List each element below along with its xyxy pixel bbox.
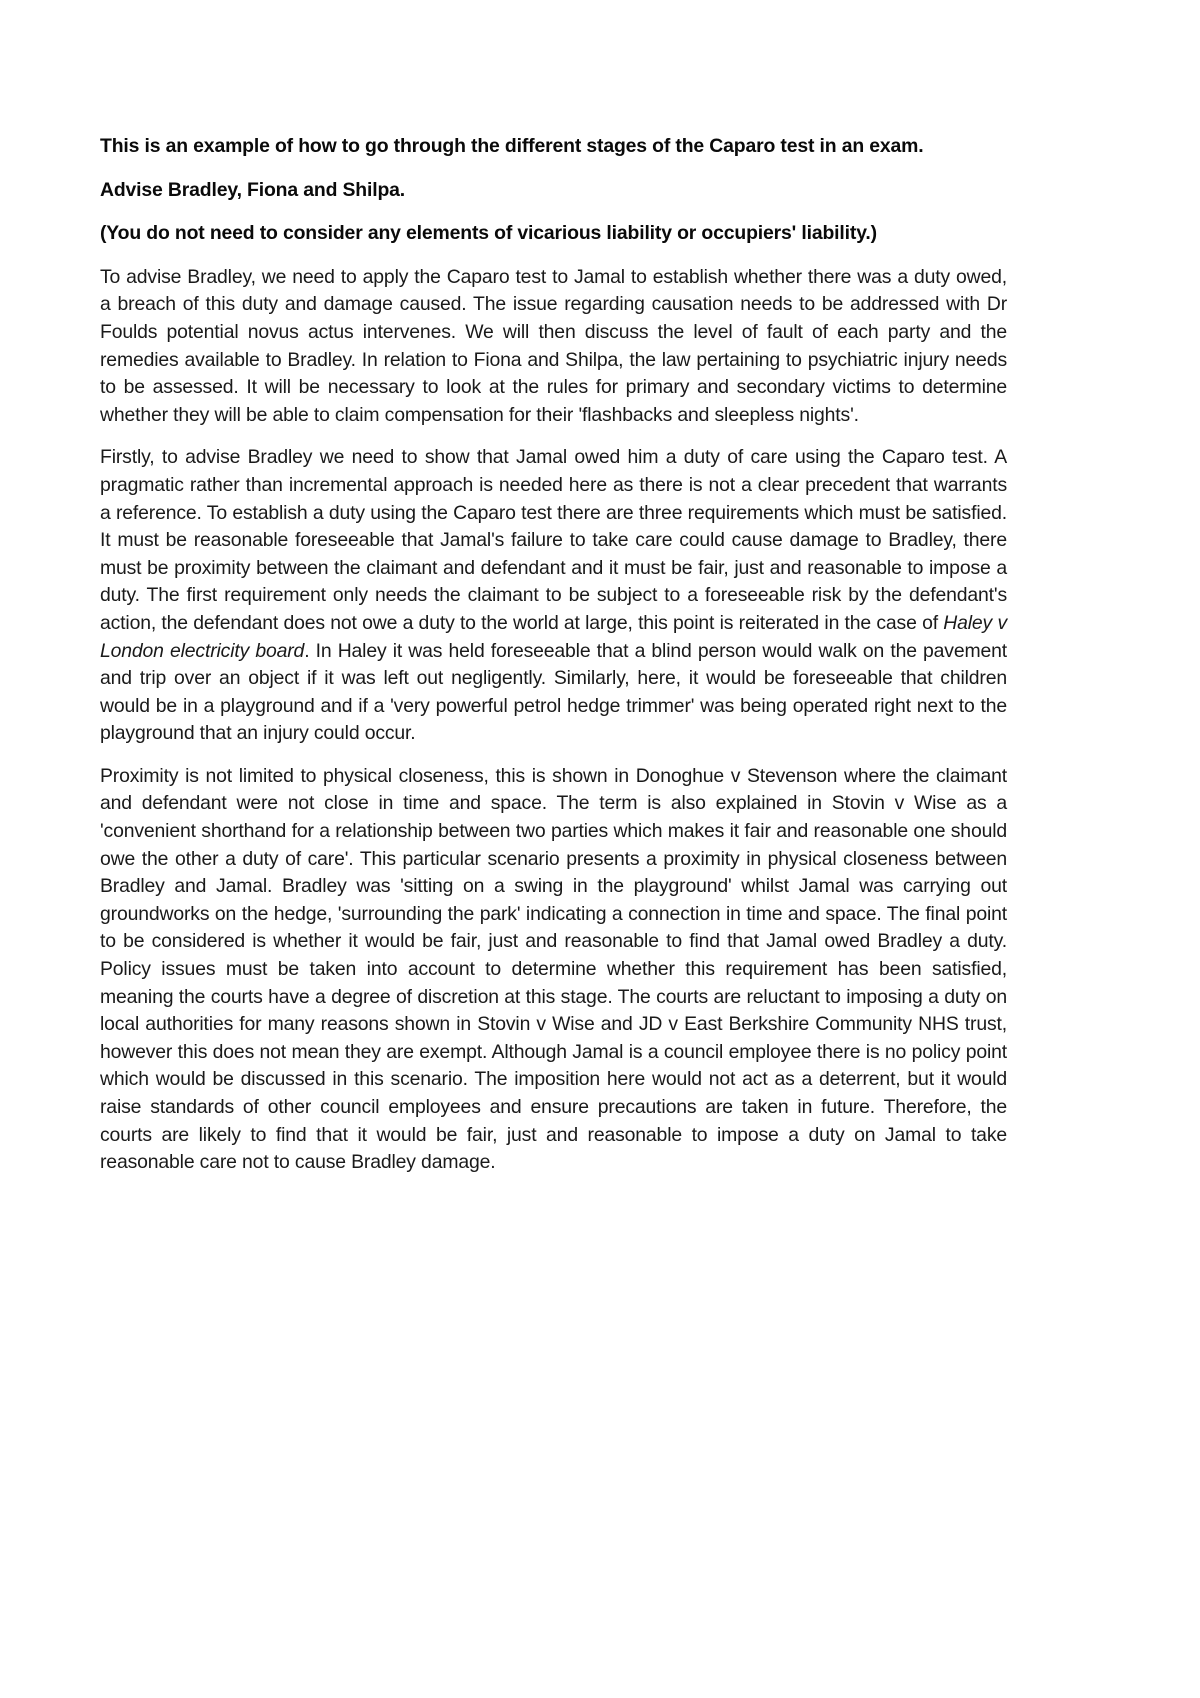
duty-text-part2: . In Haley it was held foreseeable that a blind person would walk on the pavement and trip over an object if it was left out negligently. Similarly, here, it would be foreseeable that children would be in a playground and if a 'very powerful petrol hedge trimmer' was being operated right next to the playground that an injury could occur.: [100, 639, 1007, 745]
document-heading: This is an example of how to go through the different stages of the Caparo test in an exam.: [100, 135, 924, 157]
paragraph-intro: To advise Bradley, we need to apply the Caparo test to Jamal to establish whether there was a duty owed, a breach of this duty and damage caused. The issue regarding causation needs to be addressed with Dr Foulds potential novus actus intervenes. We will then discuss the level of fault of each party and the remedies available to Bradley. In relation to Fiona and Shilpa, the law pertaining to psychiatric injury needs to be assessed. It will be necessary to look at the rules for primary and secondary victims to determine whether they will be able to claim compensation for their 'flashbacks and sleepless nights'.: [100, 265, 1007, 426]
case-citation-haley: Haley v London electricity board: [100, 611, 1007, 662]
paragraph-duty: [100, 444, 1007, 748]
duty-text-part1: Firstly, to advise Bradley we need to show that Jamal owed him a duty of care using the Caparo test. A pragmatic rather than incremental approach is needed here as there is not a clear precedent that warrants a reference. To establish a duty using the Caparo test there are three requirements which must be satisfied. It must be reasonable foreseeable that Jamal's failure to take care could cause damage to Bradley, there must be proximity between the claimant and defendant and it must be fair, just and reasonable to impose a duty. The first requirement only needs the claimant to be subject to a foreseeable risk by the defendant's action, the defendant does not owe a duty to the world at large, this point is reiterated in the case of: [100, 446, 1007, 634]
paragraph-proximity: Proximity is not limited to physical closeness, this is shown in Donoghue v Stevenson where the claimant and defendant were not close in time and space. The term is also explained in Stovin v Wise as a 'convenient shorthand for a relationship between two parties which makes it fair and reasonable one should owe the other a duty of care'. This particular scenario presents a proximity in physical closeness between Bradley and Jamal. Bradley was 'sitting on a swing in the playground' whilst Jamal was carrying out groundworks on the hedge, 'surrounding the park' indicating a connection in time and space. The final point to be considered is whether it would be fair, just and reasonable to find that Jamal owed Bradley a duty. Policy issues must be taken into account to determine whether this requirement has been satisfied, meaning the courts have a degree of discretion at this stage. The courts are reluctant to imposing a duty on local authorities for many reasons shown in Stovin v Wise and JD v East Berkshire Community NHS trust, however this does not mean they are exempt. Although Jamal is a council employee there is no policy point which would be discussed in this scenario. The imposition here would not act as a deterrent, but it would raise standards of other council employees and ensure precautions are taken in future. Therefore, the courts are likely to find that it would be fair, just and reasonable to impose a duty on Jamal to take reasonable care not to cause Bradley damage.: [100, 764, 1007, 1174]
note-text: (You do not need to consider any elements of vicarious liability or occupiers' liability.): [100, 222, 877, 245]
instruction-text: Advise Bradley, Fiona and Shilpa.: [100, 178, 406, 201]
document-page: [100, 133, 1007, 1177]
